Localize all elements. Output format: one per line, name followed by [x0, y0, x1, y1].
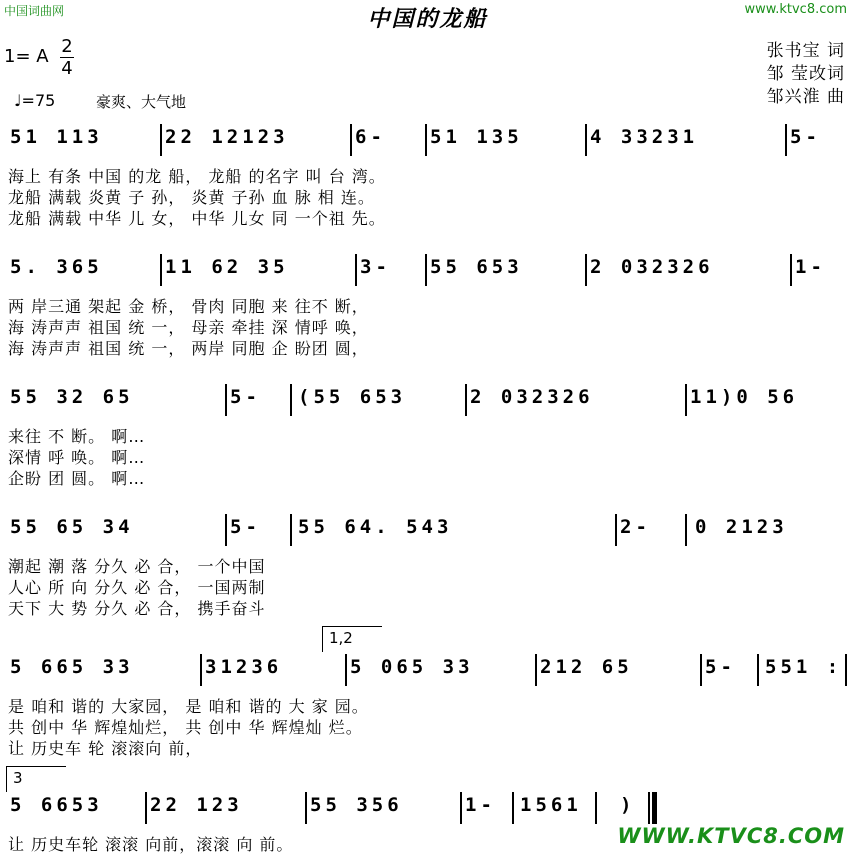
measure-notes: 5 065 33	[350, 656, 474, 678]
measure-notes: 55 64. 543	[298, 516, 453, 538]
bar-line	[685, 514, 687, 546]
bar-line	[225, 384, 227, 416]
bar-line	[350, 124, 352, 156]
site-watermark-left: 中国词曲网	[4, 4, 65, 18]
lyric-line: 天下 大 势 分久 必 合， 携手奋斗	[8, 599, 266, 618]
bar-line	[535, 654, 537, 686]
bar-line	[425, 254, 427, 286]
measure-notes: 55 65 34	[10, 516, 134, 538]
bar-line	[460, 792, 462, 824]
measure-notes: 31236	[205, 656, 283, 678]
mood-mark: 豪爽、大气地	[96, 93, 187, 111]
bar-line	[585, 254, 587, 286]
lyric-line: 企盼 团 圆。 啊…	[8, 469, 146, 488]
measure-notes: 55 653	[430, 256, 523, 278]
lyric-line: 龙船 满载 中华 儿 女， 中华 儿女 同 一个祖 先。	[8, 209, 386, 228]
bar-line	[290, 514, 292, 546]
volta-bracket: 1,2	[322, 626, 382, 652]
measure-notes: )	[620, 794, 636, 816]
bar-line	[200, 654, 202, 686]
measure-notes: 2 032326	[590, 256, 714, 278]
measure-notes: 1-	[465, 794, 496, 816]
bar-line	[785, 124, 787, 156]
measure-notes: 22 123	[150, 794, 243, 816]
measure-notes: 22 12123	[165, 126, 289, 148]
bar-line	[305, 792, 307, 824]
measure-notes: 55 356	[310, 794, 403, 816]
bar-line	[757, 654, 759, 686]
time-top: 2	[61, 36, 73, 57]
measure-notes: 5-	[790, 126, 821, 148]
measure-notes: 1561	[520, 794, 582, 816]
measure-notes: 5 6653	[10, 794, 103, 816]
lyric-line: 海上 有条 中国 的龙 船， 龙船 的名字 叫 台 湾。	[8, 167, 386, 186]
quarter-note-icon: ♩	[14, 91, 22, 110]
key-signature: 1= A	[4, 46, 49, 67]
bar-line	[648, 792, 650, 824]
measure-notes: 5-	[230, 386, 261, 408]
bar-line	[512, 792, 514, 824]
measure-notes: 6-	[355, 126, 386, 148]
measure-notes: 51 135	[430, 126, 523, 148]
bar-line	[225, 514, 227, 546]
bar-line	[465, 384, 467, 416]
site-watermark-bottom: WWW.KTVC8.COM	[617, 824, 845, 848]
measure-notes: 0 2123	[695, 516, 788, 538]
bar-line	[845, 654, 847, 686]
lyric-line: 来往 不 断。 啊…	[8, 427, 146, 446]
measure-notes: 4 33231	[590, 126, 699, 148]
bar-line	[345, 654, 347, 686]
lyric-line: 海 涛声声 祖国 统 一， 母亲 牵挂 深 情呼 唤，	[8, 318, 369, 337]
lyric-line: 让 历史车轮 滚滚 向前，滚滚 向 前。	[8, 835, 294, 854]
measure-notes: 2-	[620, 516, 651, 538]
measure-notes: 11 62 35	[165, 256, 289, 278]
credit-lyricist: 张书宝 词	[766, 41, 845, 61]
measure-notes: 5. 365	[10, 256, 103, 278]
bar-line	[160, 254, 162, 286]
time-signature	[58, 36, 76, 79]
lyric-line: 共 创中 华 辉煌灿烂， 共 创中 华 辉煌灿 烂。	[8, 718, 363, 737]
measure-notes: 2 032326	[470, 386, 594, 408]
measure-notes: (55 653	[298, 386, 407, 408]
lyric-line: 是 咱和 谐的 大家园， 是 咱和 谐的 大 家 园。	[8, 697, 369, 716]
site-watermark-right: www.ktvc8.com	[744, 2, 847, 17]
song-title: 中国的龙船	[367, 7, 488, 32]
tempo-value: =75	[21, 91, 56, 110]
measure-notes: 5-	[230, 516, 261, 538]
credit-composer: 邹兴淮 曲	[766, 87, 845, 107]
bar-line	[425, 124, 427, 156]
measure-notes: 551 :	[765, 656, 843, 678]
credit-adapter: 邹 莹改词	[766, 64, 845, 84]
volta-bracket: 3	[6, 766, 66, 792]
lyric-line: 让 历史车 轮 滚滚向 前，	[8, 739, 203, 758]
bar-line	[790, 254, 792, 286]
lyric-line: 两 岸三通 架起 金 桥， 骨肉 同胞 来 往不 断，	[8, 297, 369, 316]
bar-line	[595, 792, 597, 824]
measure-notes: 55 32 65	[10, 386, 134, 408]
bar-line	[355, 254, 357, 286]
bar-line	[685, 384, 687, 416]
bar-line	[160, 124, 162, 156]
bar-line	[585, 124, 587, 156]
time-bottom: 4	[61, 58, 73, 79]
lyric-line: 人心 所 向 分久 必 合， 一国两制	[8, 578, 266, 597]
lyric-line: 海 涛声声 祖国 统 一， 两岸 同胞 企 盼团 圆，	[8, 339, 369, 358]
lyric-line: 深情 呼 唤。 啊…	[8, 448, 146, 467]
measure-notes: 51 113	[10, 126, 103, 148]
bar-line	[700, 654, 702, 686]
measure-notes: 3-	[360, 256, 391, 278]
final-bar-line	[652, 792, 657, 824]
bar-line	[145, 792, 147, 824]
lyric-line: 龙船 满载 炎黄 子 孙， 炎黄 子孙 血 脉 相 连。	[8, 188, 375, 207]
measure-notes: 5-	[705, 656, 736, 678]
bar-line	[615, 514, 617, 546]
measure-notes: 5 665 33	[10, 656, 134, 678]
measure-notes: 1-	[795, 256, 826, 278]
lyric-line: 潮起 潮 落 分久 必 合， 一个中国	[8, 557, 266, 576]
measure-notes: 212 65	[540, 656, 633, 678]
tempo-mark	[14, 91, 55, 110]
measure-notes: 11)0 56	[690, 386, 799, 408]
bar-line	[290, 384, 292, 416]
